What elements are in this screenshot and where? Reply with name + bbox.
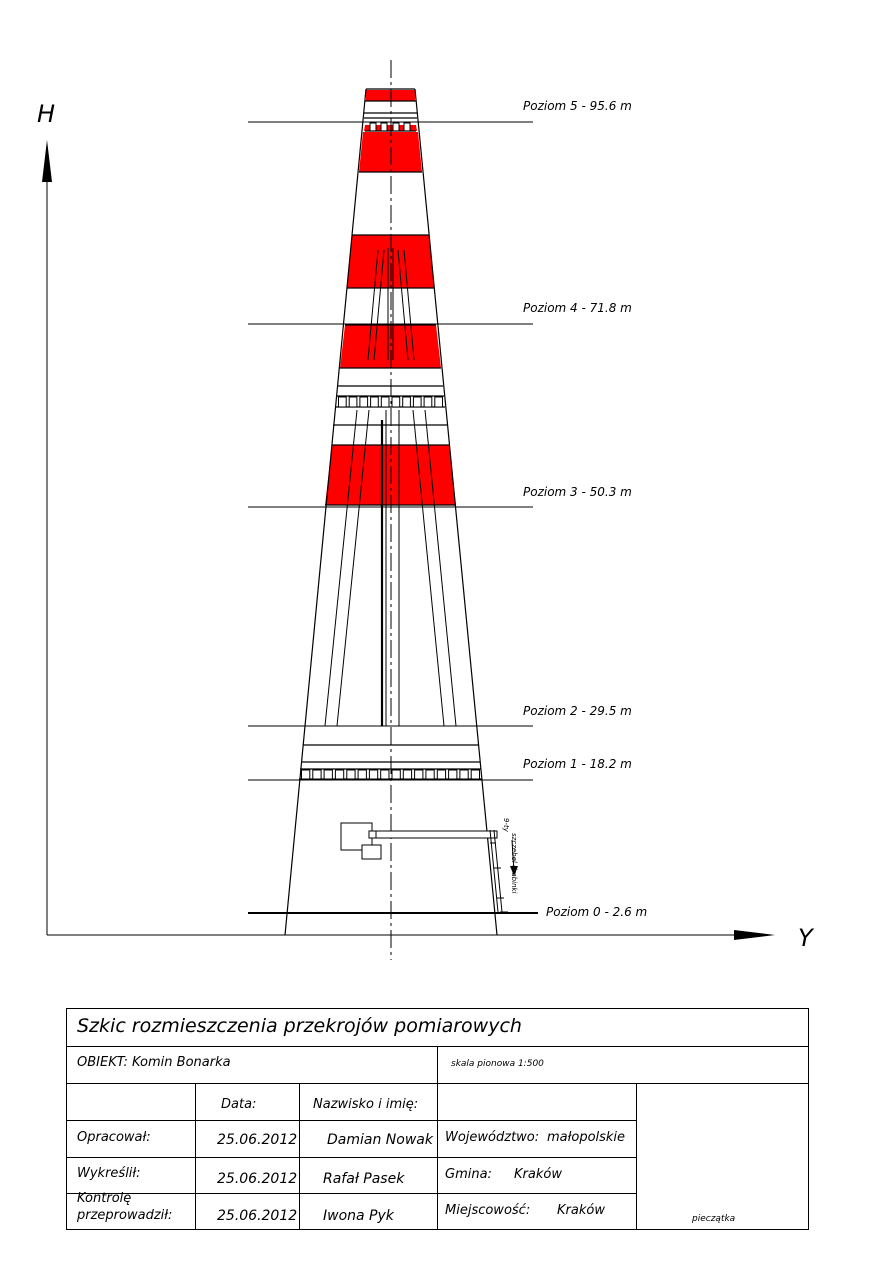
name-drafted: Rafał Pasek (323, 1171, 405, 1187)
role-checked-line1: Kontrolę (77, 1191, 132, 1206)
level-label-3: Poziom 3 - 50.3 m (523, 485, 632, 499)
window-slot (302, 770, 310, 779)
window-slot (437, 770, 445, 779)
band-slot (381, 123, 387, 131)
window-slot (426, 770, 434, 779)
chimney-left-edge (285, 89, 366, 935)
window-slot (403, 397, 411, 407)
commune-label: Gmina: (445, 1167, 492, 1182)
chimney-right-edge (415, 89, 497, 935)
object-name: OBIEKT: Komin Bonarka (77, 1055, 231, 1070)
window-slot (335, 770, 343, 779)
window-slot (371, 397, 379, 407)
voivodeship-label: Województwo: (445, 1130, 540, 1145)
level-label-1: Poziom 1 - 18.2 m (523, 757, 632, 771)
window-slot (381, 397, 389, 407)
base-equipment (341, 823, 497, 859)
town-value: Kraków (557, 1203, 605, 1218)
name-prepared: Damian Nowak (327, 1132, 433, 1148)
window-slot (449, 770, 457, 779)
level-label-5: Poziom 5 - 95.6 m (523, 99, 632, 113)
level-label-2: Poziom 2 - 29.5 m (523, 704, 632, 718)
town-label: Miejscowość: (445, 1203, 531, 1218)
commune-value: Kraków (514, 1167, 562, 1182)
window-slot (471, 770, 479, 779)
vertical-axis-arrow (42, 140, 52, 182)
wall-ladder (490, 830, 508, 912)
date-prepared: 25.06.2012 (217, 1132, 298, 1148)
window-slot (460, 770, 468, 779)
window-slot (349, 397, 357, 407)
window-slot (369, 770, 377, 779)
band-slot (404, 123, 410, 131)
window-slot (435, 397, 443, 407)
stamp-label: pieczątka (692, 1214, 736, 1224)
scale-note: skala pionowa 1:500 (451, 1059, 544, 1069)
date-checked: 25.06.2012 (217, 1208, 298, 1224)
window-slot (358, 770, 366, 779)
title-block (66, 1008, 809, 1230)
axis-label-h: H (37, 100, 56, 128)
window-slot (347, 770, 355, 779)
band-slot (393, 123, 399, 131)
window-slot (403, 770, 411, 779)
window-slot (415, 770, 423, 779)
ladder-note-line2: szczebel drabinki (510, 833, 518, 894)
role-prepared: Opracował: (77, 1130, 151, 1145)
level-label-0: Poziom 0 - 2.6 m (546, 905, 648, 919)
window-slot (424, 397, 432, 407)
band-slot (370, 123, 376, 131)
window-slot (392, 770, 400, 779)
window-slot (381, 770, 389, 779)
header-name: Nazwisko i imię: (313, 1097, 419, 1112)
axis-label-y: Y (798, 924, 813, 952)
window-slot (413, 397, 421, 407)
role-drafted: Wykreślił: (77, 1166, 141, 1181)
window-slot (360, 397, 368, 407)
ladder-note-line1: 9-ty (502, 818, 510, 832)
role-checked-line2: przeprowadził: (77, 1208, 173, 1223)
window-slot (313, 770, 321, 779)
horizontal-axis-arrow (734, 930, 775, 940)
voivodeship-value: małopolskie (547, 1130, 626, 1145)
header-date: Data: (221, 1097, 257, 1112)
date-drafted: 25.06.2012 (217, 1171, 298, 1187)
level-label-4: Poziom 4 - 71.8 m (523, 301, 632, 315)
window-slot (324, 770, 332, 779)
drawing-title: Szkic rozmieszczenia przekrojów pomiarowych (77, 1015, 522, 1037)
window-slot (339, 397, 347, 407)
window-slot (392, 397, 400, 407)
name-checked: Iwona Pyk (323, 1208, 394, 1224)
